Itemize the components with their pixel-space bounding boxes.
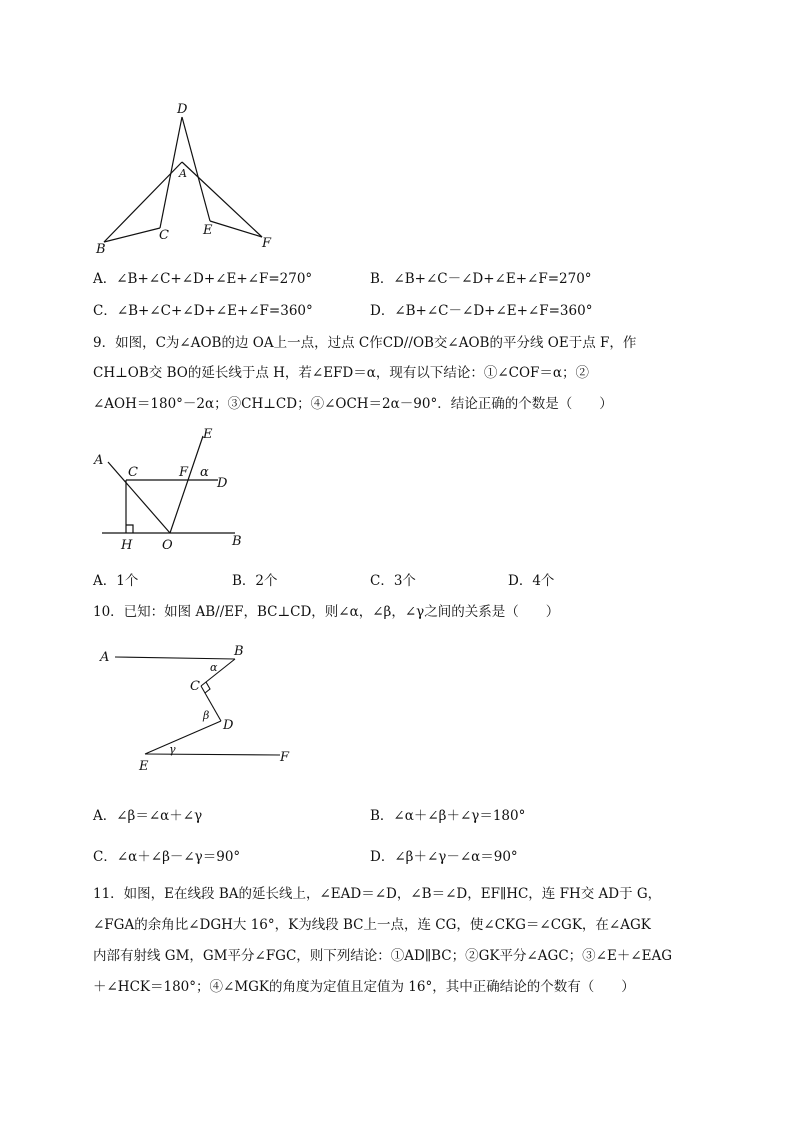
- label-O: O: [162, 538, 173, 553]
- line-EF: [145, 754, 280, 755]
- label-F: F: [179, 465, 189, 480]
- line-AB: [115, 657, 235, 659]
- segment-AF: [182, 162, 262, 237]
- q11-text-line-1: 11．如图，E在线段 BA的延长线上，∠EAD＝∠D，∠B＝∠D，EF∥HC，连 FH交 AD于 G，: [93, 886, 662, 902]
- label-A: A: [179, 167, 187, 180]
- label-A: A: [94, 453, 104, 468]
- figure-q8: [90, 95, 290, 260]
- q8-option-a[interactable]: A．∠B+∠C+∠D+∠E+∠F=270°: [93, 271, 313, 287]
- ray-OA: [108, 462, 170, 533]
- label-alpha: α: [200, 465, 209, 480]
- figure-q9-svg: [90, 424, 260, 554]
- label-gamma: γ: [169, 743, 176, 756]
- label-A: A: [100, 650, 110, 665]
- q9-text-line-3: ∠AOH＝180°－2α；③CH⊥CD；④∠OCH＝2α－90°．结论正确的个数是（ ）: [93, 396, 613, 412]
- label-F: F: [280, 750, 290, 765]
- figure-q9: [90, 424, 260, 554]
- label-D: D: [217, 476, 228, 491]
- right-angle-mark-H: [126, 525, 133, 533]
- q11-text-line-2: ∠FGA的余角比∠DGH大 16°，K为线段 BC上一点，连 CG，使∠CKG＝∠CGK，在∠AGK: [93, 917, 651, 933]
- right-angle-mark-C: [205, 682, 210, 693]
- label-C: C: [190, 679, 200, 694]
- figure-q8-svg: [90, 95, 290, 260]
- label-H: H: [121, 538, 133, 553]
- label-D: D: [177, 102, 188, 117]
- label-E: E: [203, 223, 213, 238]
- q10-option-a[interactable]: A．∠β＝∠α＋∠γ: [93, 808, 203, 824]
- q9-option-a[interactable]: A．1个: [93, 573, 139, 589]
- segment-DE: [145, 721, 221, 754]
- label-B: B: [234, 644, 244, 659]
- label-E: E: [139, 759, 149, 774]
- ray-OE: [170, 436, 203, 533]
- q8-option-c[interactable]: C．∠B+∠C+∠D+∠E+∠F=360°: [93, 303, 313, 319]
- label-B: B: [232, 534, 242, 549]
- q10-text-line-1: 10．已知：如图 AB//EF，BC⊥CD，则∠α，∠β，∠γ之间的关系是（ ）: [93, 604, 560, 620]
- label-B: B: [96, 242, 106, 257]
- q9-option-b[interactable]: B．2个: [232, 573, 278, 589]
- label-E: E: [203, 427, 213, 442]
- q10-option-d[interactable]: D．∠β＋∠γ－∠α＝90°: [370, 849, 518, 865]
- q9-option-c[interactable]: C．3个: [370, 573, 416, 589]
- q11-text-line-3: 内部有射线 GM，GM平分∠FGC，则下列结论：①AD∥BC；②GK平分∠AGC；③∠E＋∠EAG: [93, 948, 673, 964]
- q11-text-line-4: ＋∠HCK＝180°；④∠MGK的角度为定值且定值为 16°，其中正确结论的个数有（ ）: [93, 979, 635, 995]
- label-alpha: α: [210, 661, 218, 674]
- q10-option-c[interactable]: C．∠α＋∠β－∠γ＝90°: [93, 849, 241, 865]
- figure-q10: [95, 640, 305, 780]
- q8-option-b[interactable]: B．∠B+∠C－∠D+∠E+∠F=270°: [370, 271, 592, 287]
- figure-q10-svg: [95, 640, 305, 780]
- segment-BA: [104, 162, 182, 242]
- label-beta: β: [203, 709, 210, 722]
- label-C: C: [159, 228, 169, 243]
- q9-option-d[interactable]: D．4个: [508, 573, 555, 589]
- q8-option-d[interactable]: D．∠B+∠C－∠D+∠E+∠F=360°: [370, 303, 593, 319]
- q9-text-line-2: CH⊥OB交 BO的延长线于点 H，若∠EFD＝α，现有以下结论：①∠COF＝α；②: [93, 365, 590, 381]
- q10-option-b[interactable]: B．∠α＋∠β＋∠γ＝180°: [370, 808, 526, 824]
- label-C: C: [128, 465, 138, 480]
- label-F: F: [262, 236, 272, 251]
- label-D: D: [223, 718, 234, 733]
- q9-text-line-1: 9．如图，C为∠AOB的边 OA上一点，过点 C作CD//OB交∠AOB的平分线 OE于点 F，作: [93, 335, 637, 351]
- segment-CB: [104, 228, 160, 242]
